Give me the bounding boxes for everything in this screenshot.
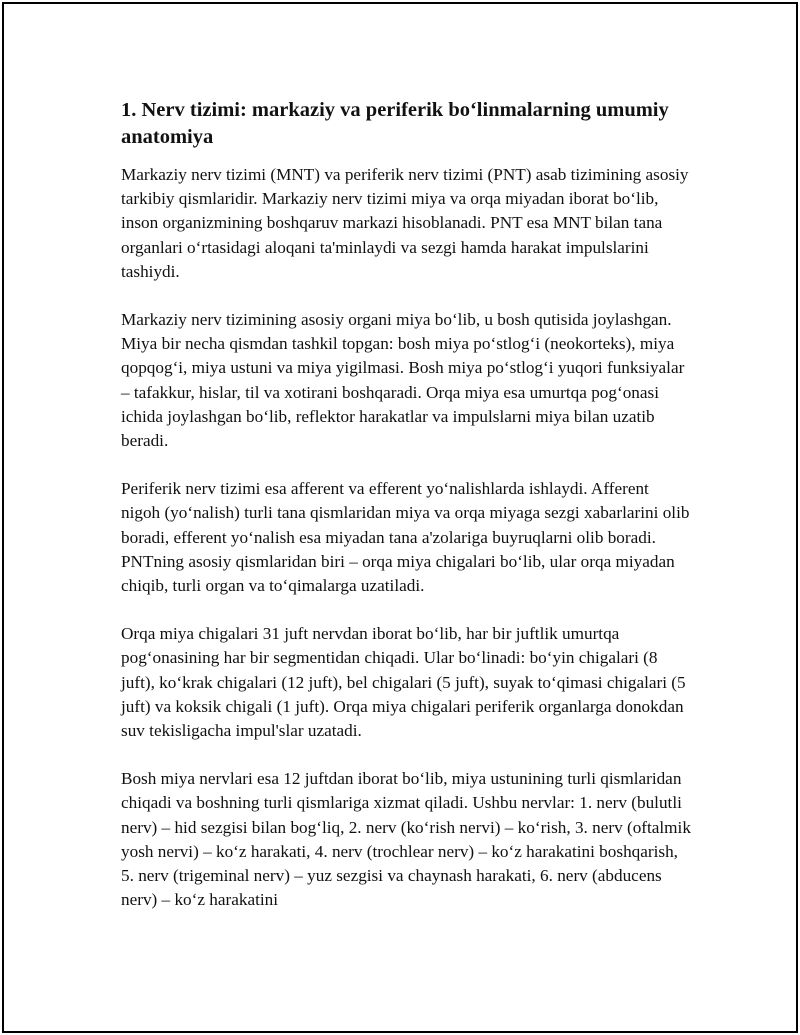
paragraph-overview: Markaziy nerv tizimi (MNT) va periferik nerv tizimi (PNT) asab tizimining asosiy tarkibiy qismlaridir. Markaziy nerv tizimi miya va orqa miyadan iborat bo‘lib, inson organizmining boshqaruv markazi hisoblanadi. PNT esa MNT bilan tana organlari o‘rtasidagi aloqani ta'minlaydi va sezgi hamda harakat impulslarini tashiydi. (121, 165, 689, 281)
paragraph-spinal-nerves: Orqa miya chigalari 31 juft nervdan iborat bo‘lib, har bir juftlik umurtqa pog‘onasining har bir segmentidan chiqadi. Ular bo‘linadi: bo‘yin chigalari (8 juft), ko‘krak chigalari (12 juft), bel chigalari (5 juft), suyak to‘qimasi chigalari (5 juft) va koksik chigali (1 juft). Orqa miya chigalari periferik organlarga donokdan suv tekisligacha impul'slar uzatadi. (121, 624, 686, 741)
document-title: 1. Nerv tizimi: markaziy va periferik bo‘linmalarning umumiy anatomiya (121, 99, 669, 148)
paragraph-central-nervous-system: Markaziy nerv tizimining asosiy organi miya bo‘lib, u bosh qutisida joylashgan. Miya bir necha qismdan tashkil topgan: bosh miya po‘stlog‘i (neokorteks), miya qopqog‘i, miya ustuni va miya yigilmasi. Bosh miya po‘stlog‘i yuqori funksiyalar – tafakkur, hislar, til va xotirani boshqaradi. Orqa miya esa umurtqa pog‘onasi ichida joylashgan bo‘lib, reflektor harakatlar va impulslarni miya bilan uzatib beradi. (121, 310, 685, 451)
paragraph-cranial-nerves: Bosh miya nervlari esa 12 juftdan iborat bo‘lib, miya ustunining turli qismlaridan chiqadi va boshning turli qismlariga xizmat qiladi. Ushbu nervlar: 1. nerv (bulutli nerv) – hid sezgisi bilan bog‘liq, 2. nerv (ko‘rish nervi) – ko‘rish, 3. nerv (oftalmik yosh nervi) – ko‘z harakati, 4. nerv (trochlear nerv) – ko‘z harakatini boshqarish, 5. nerv (trigeminal nerv) – yuz sezgisi va chaynash harakati, 6. nerv (abducens nerv) – ko‘z harakatini (121, 769, 691, 910)
page-frame (2, 2, 798, 1033)
document-body (121, 97, 691, 936)
paragraph-peripheral-nervous-system: Periferik nerv tizimi esa afferent va efferent yo‘nalishlarda ishlaydi. Afferent nigoh (yo‘nalish) turli tana qismlaridan miya va orqa miyaga sezgi xabarlarini olib boradi, efferent yo‘nalish esa miyadan tana a'zolariga buyruqlarni olib boradi. PNTning asosiy qismlaridan biri – orqa miya chigalari bo‘lib, ular orqa miyadan chiqib, turli organ va to‘qimalarga uzatiladi. (121, 479, 690, 596)
